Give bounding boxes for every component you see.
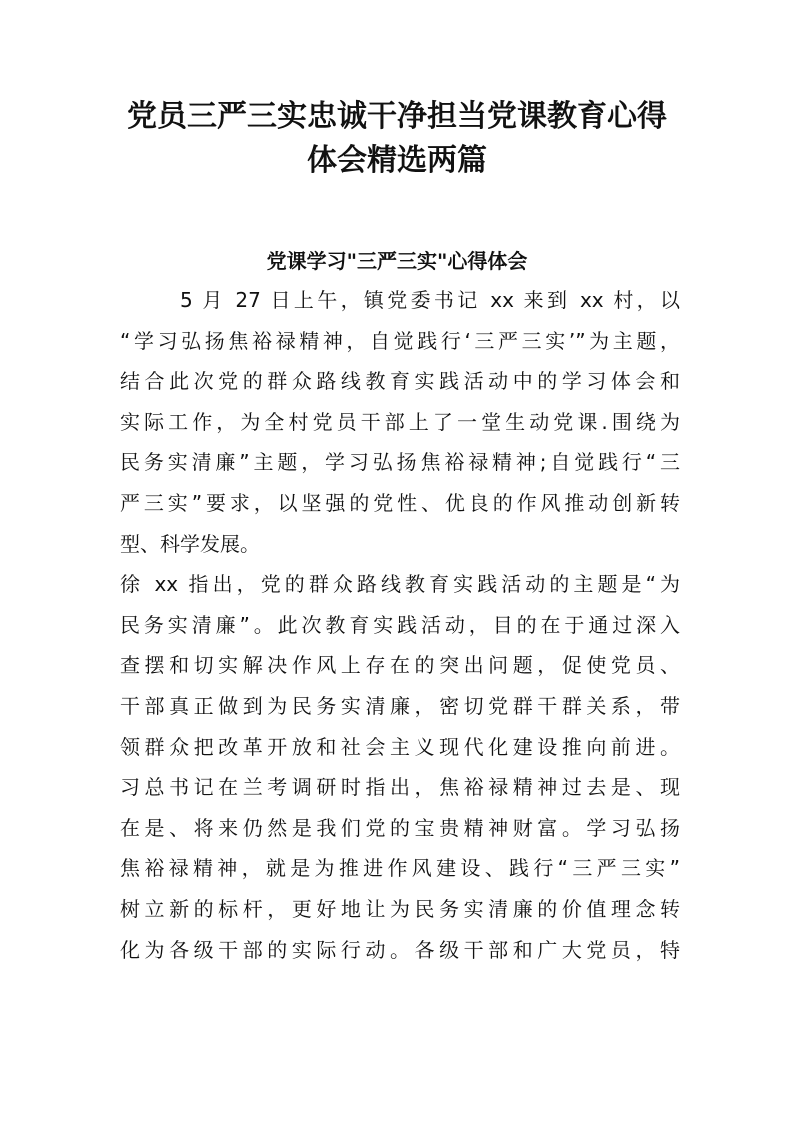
body-line: 干部真正做到为民务实清廉，密切党群干群关系，带 [120,693,680,718]
body-text [120,280,680,970]
body-line: 在是、将来仍然是我们党的宝贵精神财富。学习弘扬 [120,815,680,840]
body-line: 查摆和切实解决作风上存在的突出问题，促使党员、 [120,653,680,678]
title-line: 党员三严三实忠诚干净担当党课教育心得 [127,99,667,134]
body-line: 民务实清廉”主题，学习弘扬焦裕禄精神;自觉践行“三 [120,450,680,475]
document-title [100,95,694,183]
body-line: 徐 xx 指出，党的群众路线教育实践活动的主题是“为 [120,572,680,597]
body-line: 化为各级干部的实际行动。各级干部和广大党员，特 [120,937,680,962]
body-line: “学习弘扬焦裕禄精神，自觉践行‘三严三实’”为主题， [120,328,680,353]
body-line: 严三实”要求，以坚强的党性、优良的作风推动创新转 [120,490,680,515]
body-line: 习总书记在兰考调研时指出，焦裕禄精神过去是、现 [120,775,680,800]
body-line: 领群众把改革开放和社会主义现代化建设推向前进。 [120,734,680,759]
section-title: 党课学习"三严三实"心得体会 [266,249,528,273]
body-line: 焦裕禄精神，就是为推进作风建设、践行“三严三实” [120,856,680,881]
body-line: 结合此次党的群众路线教育实践活动中的学习体会和 [120,369,680,394]
body-line: 实际工作，为全村党员干部上了一堂生动党课.围绕为 [120,409,680,434]
body-line: 树立新的标杆，更好地让为民务实清廉的价值理念转 [120,896,680,921]
body-line: 5 月 27 日上午，镇党委书记 xx 来到 xx 村，以 [180,288,680,312]
body-line: 型、科学发展。 [120,531,260,556]
title-line: 体会精选两篇 [307,143,487,178]
body-line: 民务实清廉”。此次教育实践活动，目的在于通过深入 [120,612,680,637]
